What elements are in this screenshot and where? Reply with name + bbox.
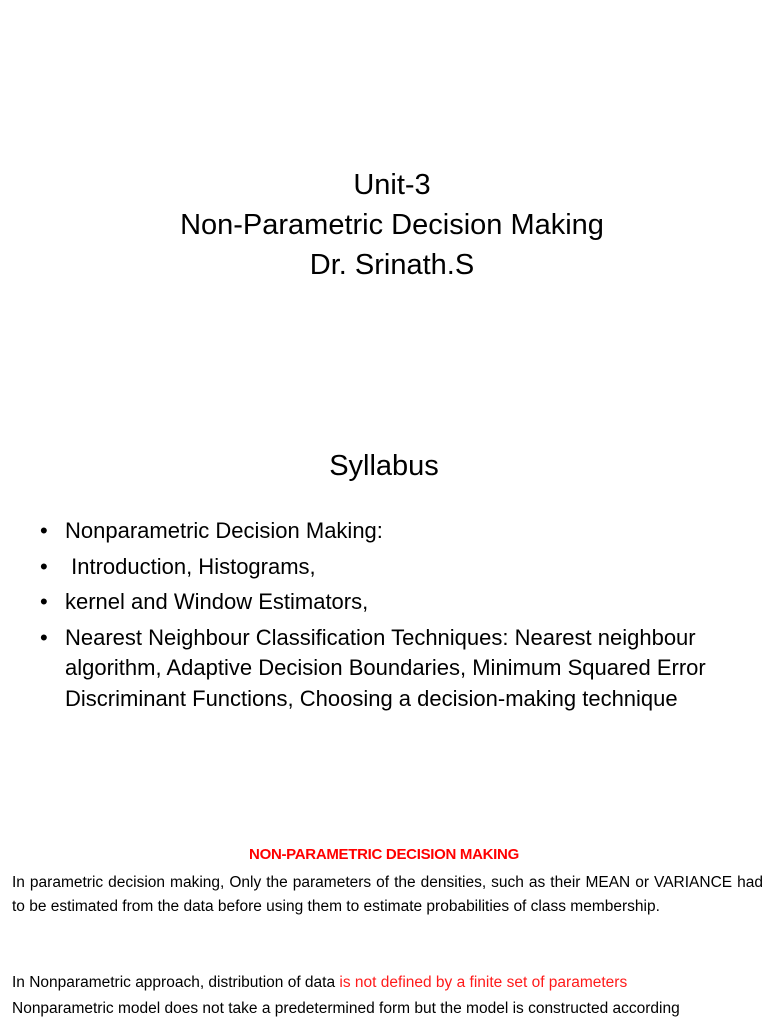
highlighted-text: is not defined by a finite set of parameters [339, 974, 628, 991]
list-item-text: Nearest Neighbour Classification Techniques: Nearest neighbour algorithm, Adaptive Decision Boundaries, Minimum Squared Error Discriminant Functions, Choosing a decision-making technique [65, 624, 706, 711]
paragraph-model: Nonparametric model does not take a predetermined form but the model is constructed according [12, 1000, 680, 1017]
unit-title: Non-Parametric Decision Making [180, 209, 604, 241]
list-item [40, 623, 750, 715]
paragraph-parametric: In parametric decision making, Only the parameters of the densities, such as their MEAN or VARIANCE had to be estimated from the data before using them to estimate probabilities of class membership. [12, 874, 763, 915]
title-block [0, 165, 768, 285]
unit-label: Unit-3 [353, 169, 431, 201]
paragraph-text: In Nonparametric approach, distribution of data [12, 974, 340, 991]
list-item-text: Nonparametric Decision Making: [65, 518, 383, 543]
section-heading: NON-PARAMETRIC DECISION MAKING [249, 846, 519, 863]
list-item [40, 587, 750, 618]
list-item-text: kernel and Window Estimators, [65, 589, 369, 614]
author: Dr. Srinath.S [309, 249, 475, 281]
syllabus-list [40, 516, 750, 719]
bullet-icon: • [40, 589, 48, 614]
list-item [40, 516, 750, 547]
bullet-icon: • [40, 553, 48, 579]
bullet-icon: • [40, 518, 48, 543]
list-item [40, 552, 750, 583]
syllabus-heading: Syllabus [329, 450, 439, 482]
list-item-text: Introduction, Histograms, [65, 553, 316, 579]
bullet-icon: • [40, 624, 48, 650]
paragraph-nonparametric [12, 971, 763, 995]
